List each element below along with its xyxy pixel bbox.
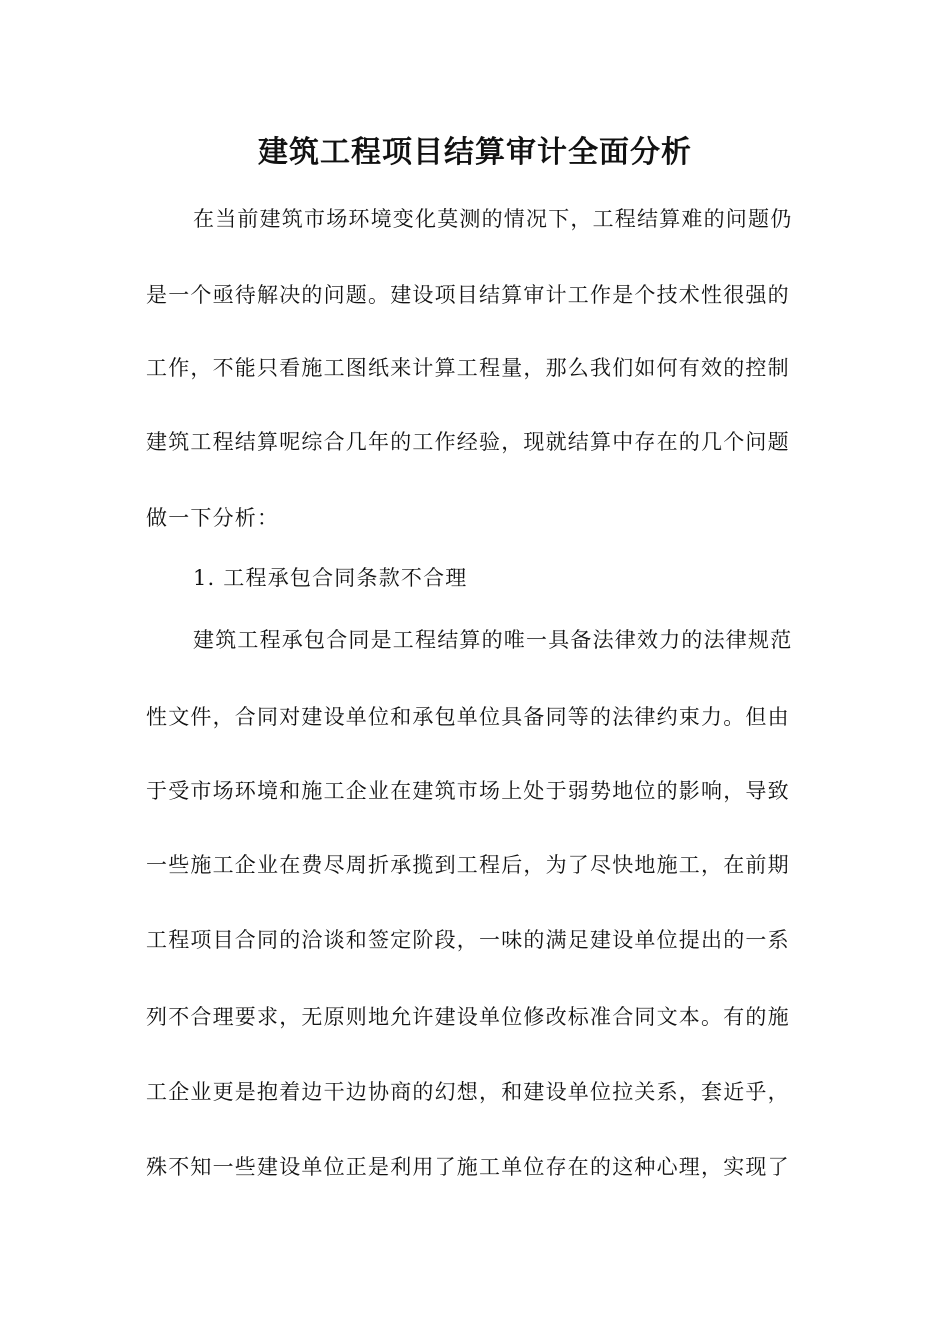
section-heading: 1. 工程承包合同条款不合理 (193, 566, 468, 590)
paragraph-line: 列不合理要求，无原则地允许建设单位修改标准合同文本。有的施 (146, 1005, 790, 1029)
paragraph-line: 是一个亟待解决的问题。建设项目结算审计工作是个技术性很强的 (146, 283, 790, 307)
paragraph-line: 建筑工程承包合同是工程结算的唯一具备法律效力的法律规范 (193, 628, 793, 652)
paragraph-line: 工作，不能只看施工图纸来计算工程量，那么我们如何有效的控制 (146, 356, 790, 380)
paragraph-line: 建筑工程结算呢综合几年的工作经验，现就结算中存在的几个问题 (146, 430, 790, 454)
document-title: 建筑工程项目结算审计全面分析 (258, 135, 692, 170)
paragraph-line: 于受市场环境和施工企业在建筑市场上处于弱势地位的影响，导致 (146, 779, 790, 803)
paragraph-line: 做一下分析： (146, 506, 280, 530)
paragraph-line: 殊不知一些建设单位正是利用了施工单位存在的这种心理，实现了 (146, 1155, 790, 1179)
paragraph-line: 一些施工企业在费尽周折承揽到工程后，为了尽快地施工，在前期 (146, 853, 790, 877)
paragraph-line: 工企业更是抱着边干边协商的幻想，和建设单位拉关系，套近乎， (146, 1080, 790, 1104)
paragraph-line: 工程项目合同的洽谈和签定阶段，一味的满足建设单位提出的一系 (146, 928, 790, 952)
paragraph-line: 在当前建筑市场环境变化莫测的情况下，工程结算难的问题仍 (193, 207, 793, 231)
paragraph-line: 性文件，合同对建设单位和承包单位具备同等的法律约束力。但由 (146, 705, 790, 729)
